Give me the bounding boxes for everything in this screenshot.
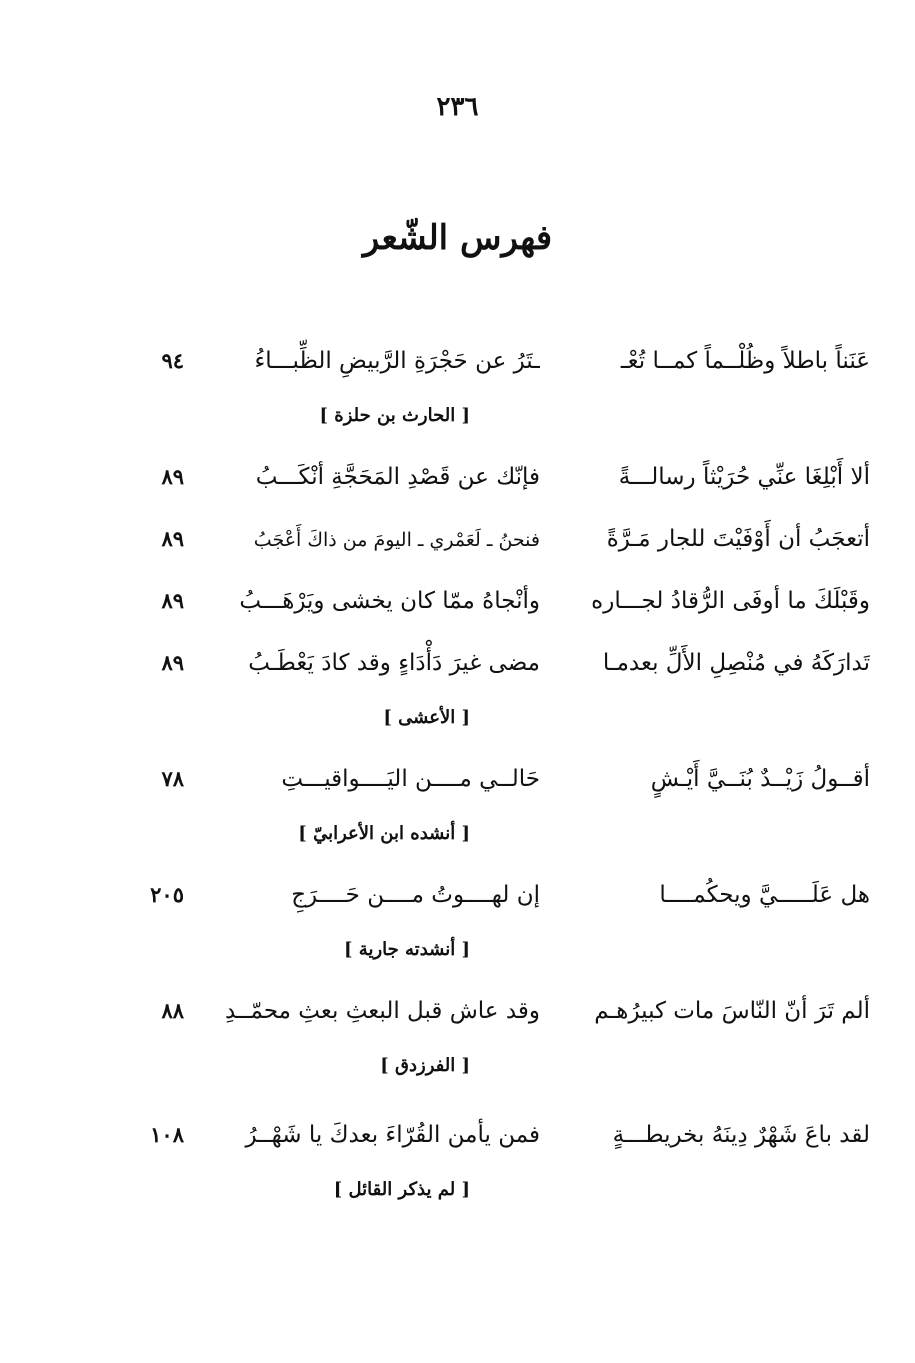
verse-line [90,446,870,508]
poet-attribution: [ لم يذكر القائل ] [333,1179,470,1200]
second-hemistich: فنحنُ ـ لَعَمْري ـ اليومَ من ذاكَ أَعْجَبُ [253,529,540,551]
poet-attribution: [ أنشده ابن الأعرابيّ ] [298,823,470,844]
first-hemistich: عَنَناً باطلاً وظُلْــماً كمــا تُعْـ [620,348,870,374]
page-reference: ٨٨ [161,998,184,1023]
poet-attribution: [ أنشدته جارية ] [344,939,470,960]
poet-attribution: [ الحارث بن حلزة ] [319,405,470,426]
page-number: ٢٣٦ [436,92,479,122]
page-reference: ٨٩ [161,526,184,551]
second-hemistich: وأنْجاهُ ممّا كان يخشى ويَرْهَـــبُ [239,588,540,614]
page-reference: ٨٩ [161,588,184,613]
second-hemistich: إن لهــــوتُ مــــن حَــــرَجِ [291,882,540,908]
second-hemistich: حَالــي مــــن اليَــــواقيـــتِ [281,766,540,792]
verse-line [90,570,870,632]
second-hemistich: ـتَرُ عن حَجْرَةِ الرَّبيضِ الظِّبـــاءُ [254,348,540,374]
first-hemistich: هل عَلَـــــيَّ ويحكُمــــا [659,882,870,908]
verse-line [90,748,870,810]
first-hemistich: تَدارَكَهُ في مُنْصِلِ الأَلِّ بعدمـا [602,650,870,676]
poetry-index [90,330,870,1220]
verse-line [90,632,870,694]
verse-line [90,1104,870,1166]
verse-line [90,508,870,570]
verse-line [90,864,870,926]
page-reference: ١٠٨ [150,1122,184,1147]
first-hemistich: ألا أَبْلِغَا عنِّي حُرَيْثاً رسالـــةً [618,464,870,490]
page-reference: ٨٩ [161,464,184,489]
second-hemistich: فإنّك عن قَصْدِ المَحَجَّةِ أنْكَـــبُ [255,464,540,490]
page-reference: ٧٨ [161,766,184,791]
verse-line [90,330,870,392]
first-hemistich: وقَبْلَكَ ما أوفَى الرُّقادُ لجـــاره [591,588,870,614]
first-hemistich: أقــولُ زَيْــدٌ بُنَــيَّ أَيْـشٍ [650,766,870,792]
verse-line [90,980,870,1042]
second-hemistich: مضى غيرَ دَأْدَاءٍ وقد كادَ يَعْطَـبُ [248,650,540,676]
poet-attribution: [ الفرزدق ] [380,1055,470,1076]
first-hemistich: ألم تَرَ أنّ النّاسَ مات كبيرُهـم [594,998,870,1024]
first-hemistich: لقد باعَ شَهْرٌ دِينَهُ بخريطـــةٍ [612,1122,870,1148]
second-hemistich: وقد عاش قبل البعثِ بعثِ محمّــدِ [224,998,540,1024]
second-hemistich: فمن يأمن القُرّاءَ بعدكَ يا شَهْــرُ [245,1122,540,1148]
poet-attribution: [ الأعشى ] [383,707,470,728]
page-reference: ٢٠٥ [150,882,184,907]
first-hemistich: أتعجَبُ أن أَوْفَيْتَ للجار مَـرَّةً [606,526,870,552]
page-title: فهرس الشّعر [362,218,553,258]
page-reference: ٩٤ [161,348,184,373]
page-reference: ٨٩ [161,650,184,675]
